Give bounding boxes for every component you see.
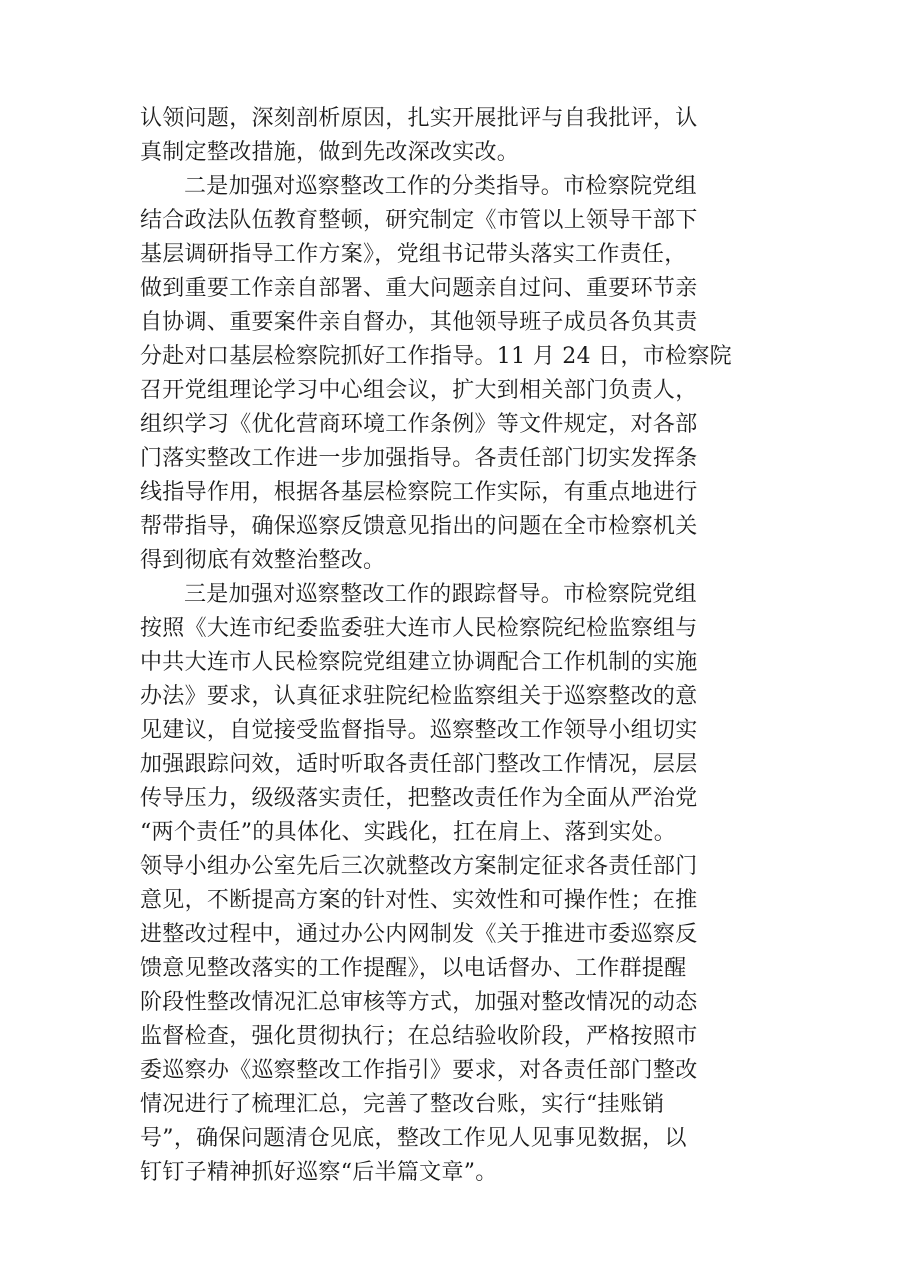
document-body	[140, 102, 772, 1190]
paragraph-line: 号”，确保问题清仓见底，整改工作见人见事见数据，以	[140, 1126, 687, 1151]
paragraph-line: 按照《大连市纪委监委驻大连市人民检察院纪检监察组与	[140, 616, 698, 641]
paragraph-line: 进整改过程中，通过办公内网制发《关于推进市委巡察反	[140, 922, 698, 947]
paragraph-3	[140, 578, 772, 1190]
paragraph-line: 分赴对口基层检察院抓好工作指导。11 月 24 日，市检察院	[140, 344, 732, 369]
paragraph-2	[140, 170, 772, 578]
paragraph-line: 阶段性整改情况汇总审核等方式，加强对整改情况的动态	[140, 990, 698, 1015]
paragraph-line: 钉钉子精神抓好巡察“后半篇文章”。	[140, 1160, 498, 1185]
paragraph-line: 传导压力，级级落实责任，把整改责任作为全面从严治党	[140, 786, 698, 811]
paragraph-1	[140, 102, 772, 170]
paragraph-line: 监督检查，强化贯彻执行；在总结验收阶段，严格按照市	[140, 1024, 698, 1049]
paragraph-line: 门落实整改工作进一步加强指导。各责任部门切实发挥条	[140, 446, 698, 471]
paragraph-line: 中共大连市人民检察院党组建立协调配合工作机制的实施	[140, 650, 698, 675]
paragraph-line: 组织学习《优化营商环境工作条例》等文件规定，对各部	[140, 412, 698, 437]
paragraph-line: 情况进行了梳理汇总，完善了整改台账，实行“挂账销	[140, 1092, 665, 1117]
paragraph-line: 结合政法队伍教育整顿，研究制定《市管以上领导干部下	[140, 208, 698, 233]
paragraph-line: 意见，不断提高方案的针对性、实效性和可操作性；在推	[140, 888, 698, 913]
paragraph-line: 办法》要求，认真征求驻院纪检监察组关于巡察整改的意	[140, 684, 698, 709]
paragraph-line: 帮带指导，确保巡察反馈意见指出的问题在全市检察机关	[140, 514, 698, 539]
paragraph-line: 基层调研指导工作方案》，党组书记带头落实工作责任，	[140, 242, 687, 267]
paragraph-line: 得到彻底有效整治整改。	[140, 548, 386, 573]
paragraph-line: 认领问题，深刻剖析原因，扎实开展批评与自我批评，认	[140, 106, 698, 131]
paragraph-line: 真制定整改措施，做到先改深改实改。	[140, 140, 520, 165]
paragraph-line: 召开党组理论学习中心组会议，扩大到相关部门负责人，	[140, 378, 698, 403]
paragraph-line: 领导小组办公室先后三次就整改方案制定征求各责任部门	[140, 854, 698, 879]
paragraph-line: 线指导作用，根据各基层检察院工作实际，有重点地进行	[140, 480, 698, 505]
paragraph-line: 二是加强对巡察整改工作的分类指导。市检察院党组	[184, 174, 697, 199]
paragraph-line: 见建议，自觉接受监督指导。巡察整改工作领导小组切实	[140, 718, 698, 743]
paragraph-line: 加强跟踪问效，适时听取各责任部门整改工作情况，层层	[140, 752, 698, 777]
paragraph-line: 做到重要工作亲自部署、重大问题亲自过问、重要环节亲	[140, 276, 698, 301]
paragraph-line: 馈意见整改落实的工作提醒》，以电话督办、工作群提醒	[140, 956, 687, 981]
paragraph-line: “两个责任”的具体化、实践化，扛在肩上、落到实处。	[140, 820, 676, 845]
paragraph-line: 三是加强对巡察整改工作的跟踪督导。市检察院党组	[184, 582, 697, 607]
paragraph-line: 委巡察办《巡察整改工作指引》要求，对各责任部门整改	[140, 1058, 698, 1083]
paragraph-line: 自协调、重要案件亲自督办，其他领导班子成员各负其责	[140, 310, 698, 335]
